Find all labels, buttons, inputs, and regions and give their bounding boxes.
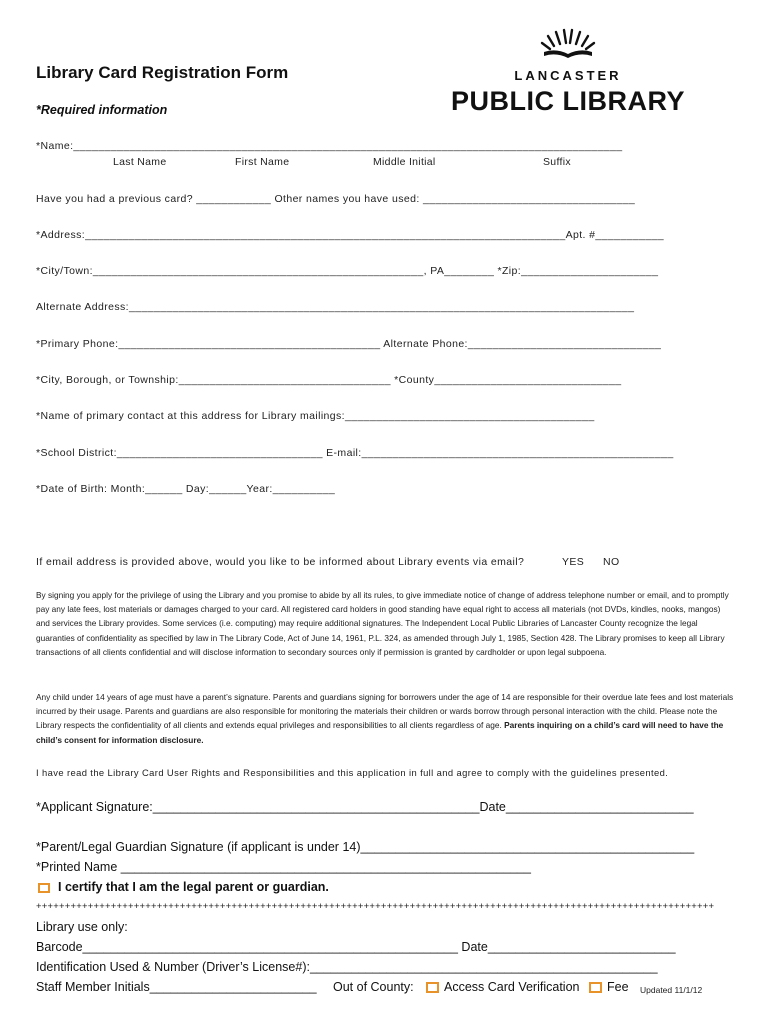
applicant-signature-field[interactable]: *Applicant Signature:_______________________________________________Date___________________________ bbox=[36, 800, 694, 814]
alternate-address-field[interactable]: Alternate Address:_________________________________________________________________________________ bbox=[36, 301, 635, 313]
guardian-signature-field[interactable]: *Parent/Legal Guardian Signature (if applicant is under 14)________________________________________________ bbox=[36, 840, 695, 854]
name-field[interactable]: *Name:________________________________________________________________________________________ bbox=[36, 140, 623, 152]
fee-option bbox=[589, 980, 629, 994]
township-field[interactable]: *City, Borough, or Township:__________________________________ *County______________________________ bbox=[36, 374, 622, 386]
label-last-name: Last Name bbox=[113, 156, 167, 168]
child-policy-text: Any child under 14 years of age must have a parent’s signature. Parents and guardians signing for borrowers under the age of 14 are responsible for their overdue late fees and lost materials incurred by their usage. Parents and guardians are also responsible for monitoring the materials their children or wards borrow through personal interaction with the child. Please note the Library respects the confidentiality of all clients and extends equal privileges and responsibilities to all clients regardless of age. bbox=[36, 692, 734, 731]
child-policy-paragraph bbox=[36, 690, 736, 747]
agreement-statement: I have read the Library Card User Rights and Responsibilities and this application in full and agree to comply with the guidelines presented. bbox=[36, 767, 669, 778]
out-of-county-label: Out of County: bbox=[333, 980, 414, 994]
fee-label: Fee bbox=[607, 980, 629, 994]
staff-initials-field[interactable]: Staff Member Initials________________________ bbox=[36, 980, 317, 994]
access-verification-checkbox[interactable] bbox=[426, 982, 439, 993]
address-field[interactable]: *Address:_____________________________________________________________________________Apt. #___________ bbox=[36, 229, 665, 241]
city-field[interactable]: *City/Town:_____________________________________________________, PA________ *Zip:______________________ bbox=[36, 265, 659, 277]
book-rays-icon bbox=[540, 28, 596, 64]
required-note: *Required information bbox=[36, 103, 168, 117]
email-yes-option[interactable]: YES bbox=[562, 556, 585, 568]
access-verification-option bbox=[426, 980, 579, 994]
terms-paragraph: By signing you apply for the privilege of using the Library and you promise to abide by all its rules, to give immediate notice of change of address telephone number or email, and to promptly pay any late fees, lost materials or damages charged to your card. All registered card holders in good standing have equal right to access all materials (not DVDs, kindles, nooks, mangos) and services the Library provides. Some services (i.e. computing) may require additional signatures. The Independent Local Public Libraries of Lancaster County recognize the legal guaranties of confidentiality as specified by law in The Library Code, Act of June 14, 1961, P.L. 324, as amended through July 1, 1985, Section 428. The Library promises to keep all Library transactions of all clients confidential and will disclose information to secondary sources only if permission is granted by cardholder or upon legal subpoena. bbox=[36, 590, 729, 657]
divider-line: ++++++++++++++++++++++++++++++++++++++++++++++++++++++++++++++++++++++++++++++++++++++++++++++++++++++++++++++++++++++ bbox=[36, 901, 715, 912]
label-first-name: First Name bbox=[235, 156, 290, 168]
form-title: Library Card Registration Form bbox=[36, 63, 289, 82]
updated-date: Updated 11/1/12 bbox=[640, 985, 703, 995]
certify-label: I certify that I am the legal parent or guardian. bbox=[58, 880, 329, 894]
child-consent-note: Parents inquiring on a child’s card will need to have the child’s consent for information disclosure. bbox=[36, 720, 724, 745]
printed-name-field[interactable]: *Printed Name ___________________________________________________________ bbox=[36, 860, 531, 874]
identification-field[interactable]: Identification Used & Number (Driver’s License#):__________________________________________________ bbox=[36, 960, 658, 974]
dob-field[interactable]: *Date of Birth: Month:______ Day:______Year:__________ bbox=[36, 483, 336, 495]
logo-public-library-text: PUBLIC LIBRARY bbox=[451, 86, 685, 116]
barcode-field[interactable]: Barcode______________________________________________________ Date___________________________ bbox=[36, 940, 676, 954]
label-middle-initial: Middle Initial bbox=[373, 156, 436, 168]
certify-checkbox[interactable] bbox=[38, 883, 50, 893]
access-verification-label: Access Card Verification bbox=[444, 980, 580, 994]
library-logo bbox=[448, 28, 688, 118]
email-no-option[interactable]: NO bbox=[603, 556, 620, 568]
logo-lancaster-text: LANCASTER bbox=[514, 68, 622, 83]
library-use-heading: Library use only: bbox=[36, 920, 128, 934]
school-email-field[interactable]: *School District:_________________________________ E-mail:__________________________________________________ bbox=[36, 447, 674, 459]
phone-field[interactable]: *Primary Phone:__________________________________________ Alternate Phone:_______________________________ bbox=[36, 338, 662, 350]
previous-card-field[interactable]: Have you had a previous card? ____________ Other names you have used: __________________________________ bbox=[36, 193, 636, 205]
primary-contact-field[interactable]: *Name of primary contact at this address for Library mailings:________________________________________ bbox=[36, 410, 595, 422]
fee-checkbox[interactable] bbox=[589, 982, 602, 993]
certify-row bbox=[38, 880, 329, 894]
label-suffix: Suffix bbox=[543, 156, 571, 168]
email-question: If email address is provided above, would you like to be informed about Library events via email? bbox=[36, 556, 525, 568]
